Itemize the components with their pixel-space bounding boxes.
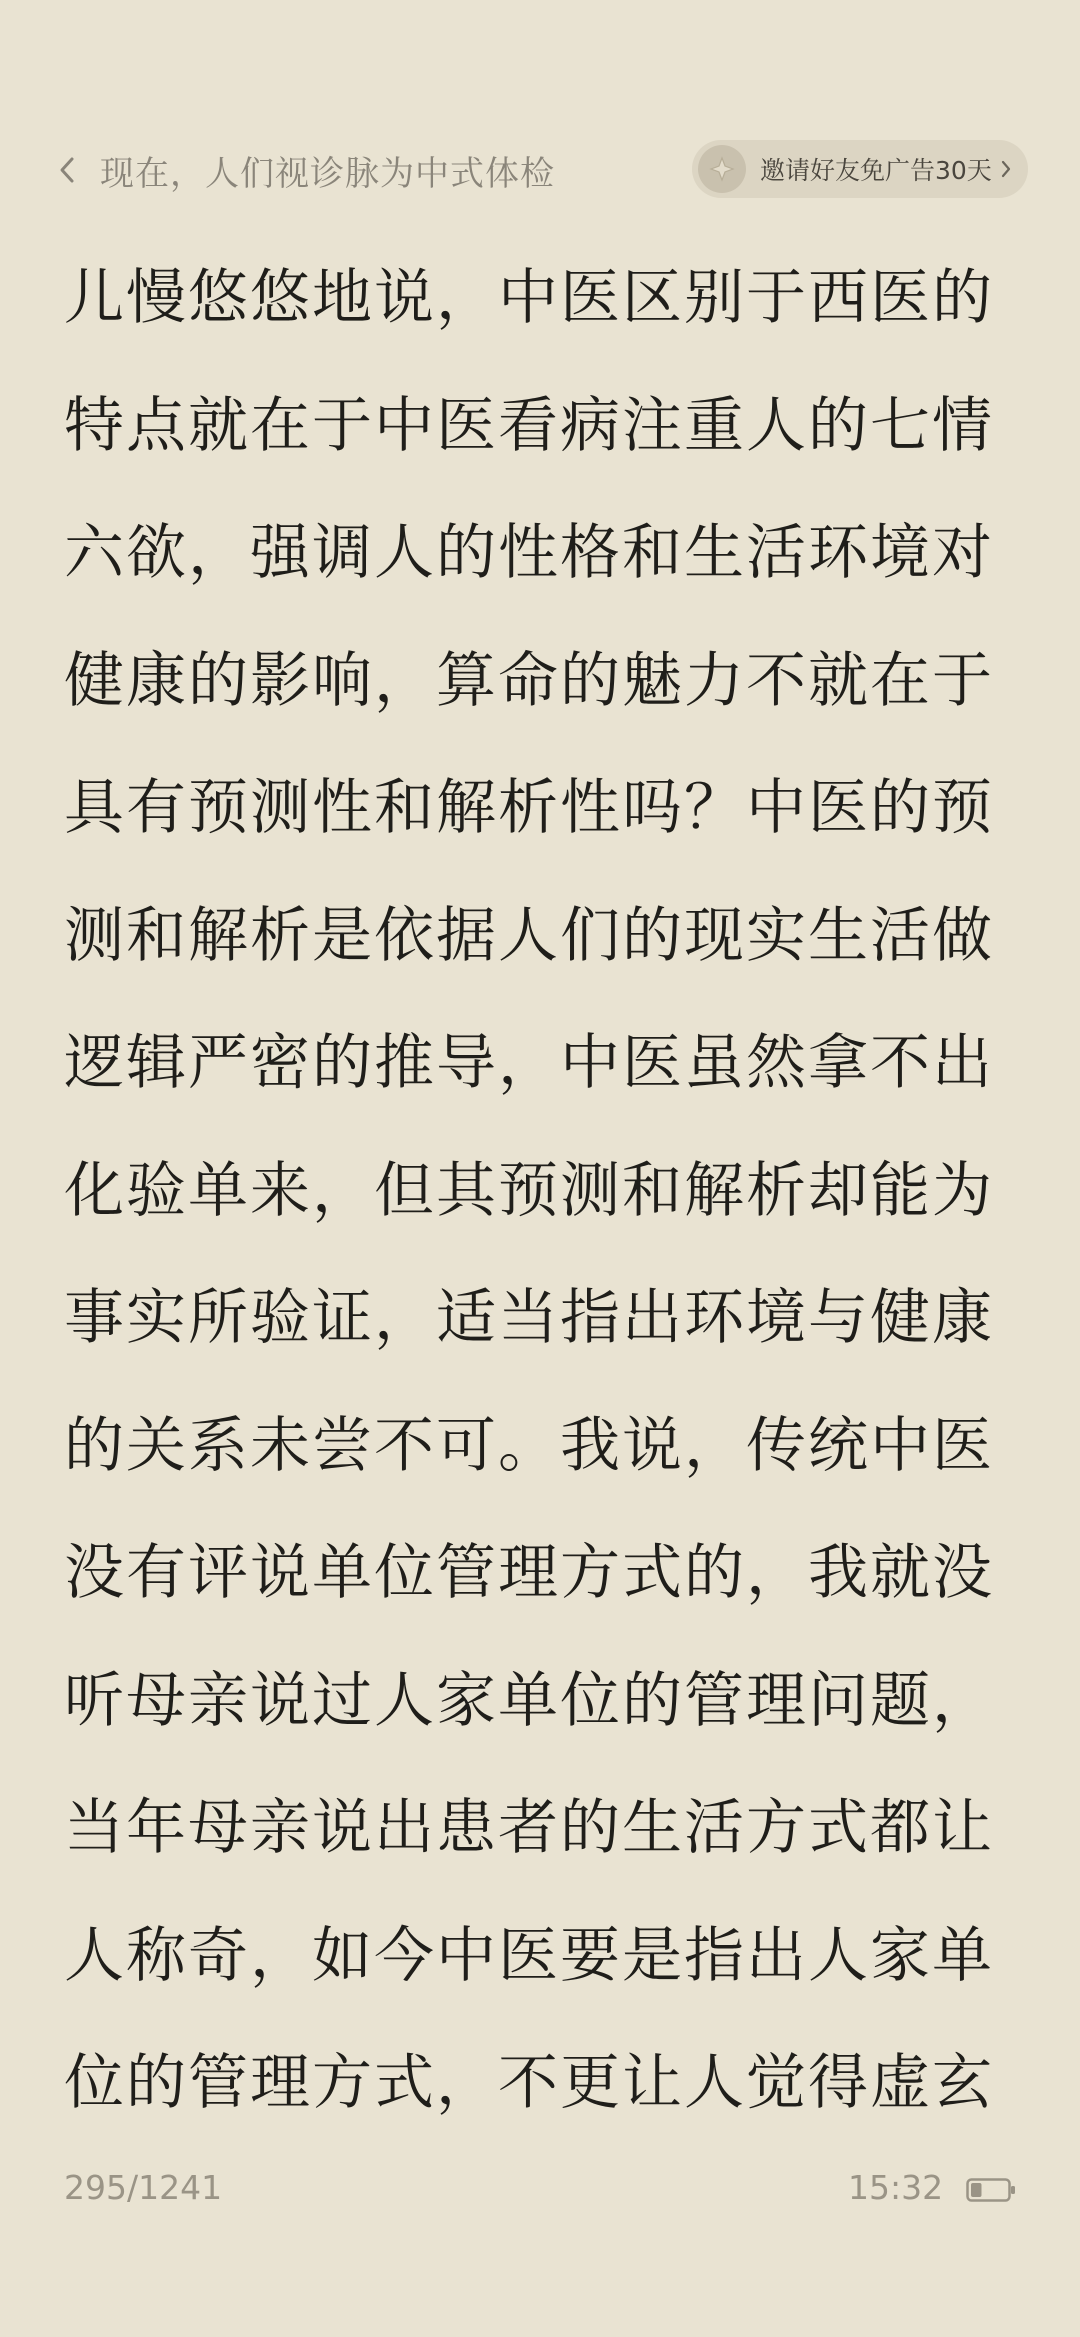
- text-line: 化验单来，但其预测和解析却能为: [64, 1155, 994, 1226]
- text-line: 儿慢悠悠地说，中医区别于西医的: [64, 263, 994, 333]
- back-button[interactable]: [58, 148, 555, 192]
- text-line: 特点就在于中医看病注重人的七情: [64, 390, 994, 461]
- text-line: 人称奇，如今中医要是指出人家单: [64, 1920, 994, 1991]
- text-line: 听母亲说过人家单位的管理问题，: [64, 1665, 994, 1736]
- text-line: 事实所验证，适当指出环境与健康: [64, 1283, 994, 1353]
- chapter-title: 现在，人们视诊脉为中式体检: [100, 153, 555, 194]
- reader-footer: [0, 2168, 1080, 2218]
- text-line: 没有评说单位管理方式的，我就没: [64, 1538, 994, 1608]
- text-line: 的关系未尝不可。我说，传统中医: [64, 1410, 994, 1481]
- chevron-right-icon: [1000, 159, 1012, 179]
- reader-header: [0, 140, 1080, 200]
- invite-label: 邀请好友免广告30天: [760, 156, 992, 185]
- text-line: 测和解析是依据人们的现实生活做: [64, 900, 994, 971]
- invite-friends-button[interactable]: [692, 140, 1028, 198]
- text-line: 健康的影响，算命的魅力不就在于: [64, 645, 994, 716]
- text-line: 六欲，强调人的性格和生活环境对: [64, 518, 994, 588]
- text-line: 位的管理方式，不更让人觉得虚玄: [64, 2048, 994, 2118]
- chevron-left-icon: [58, 148, 94, 192]
- clock: 15:32: [848, 2168, 944, 2207]
- page-progress: 295/1241: [64, 2168, 223, 2207]
- text-line: 逻辑严密的推导，中医虽然拿不出: [64, 1028, 994, 1098]
- diamond-badge-icon: [698, 145, 746, 193]
- battery-icon: [966, 2178, 1016, 2202]
- text-line: 具有预测性和解析性吗？中医的预: [64, 773, 994, 843]
- text-line: 当年母亲说出患者的生活方式都让: [64, 1793, 994, 1863]
- reading-text[interactable]: [64, 235, 1024, 2148]
